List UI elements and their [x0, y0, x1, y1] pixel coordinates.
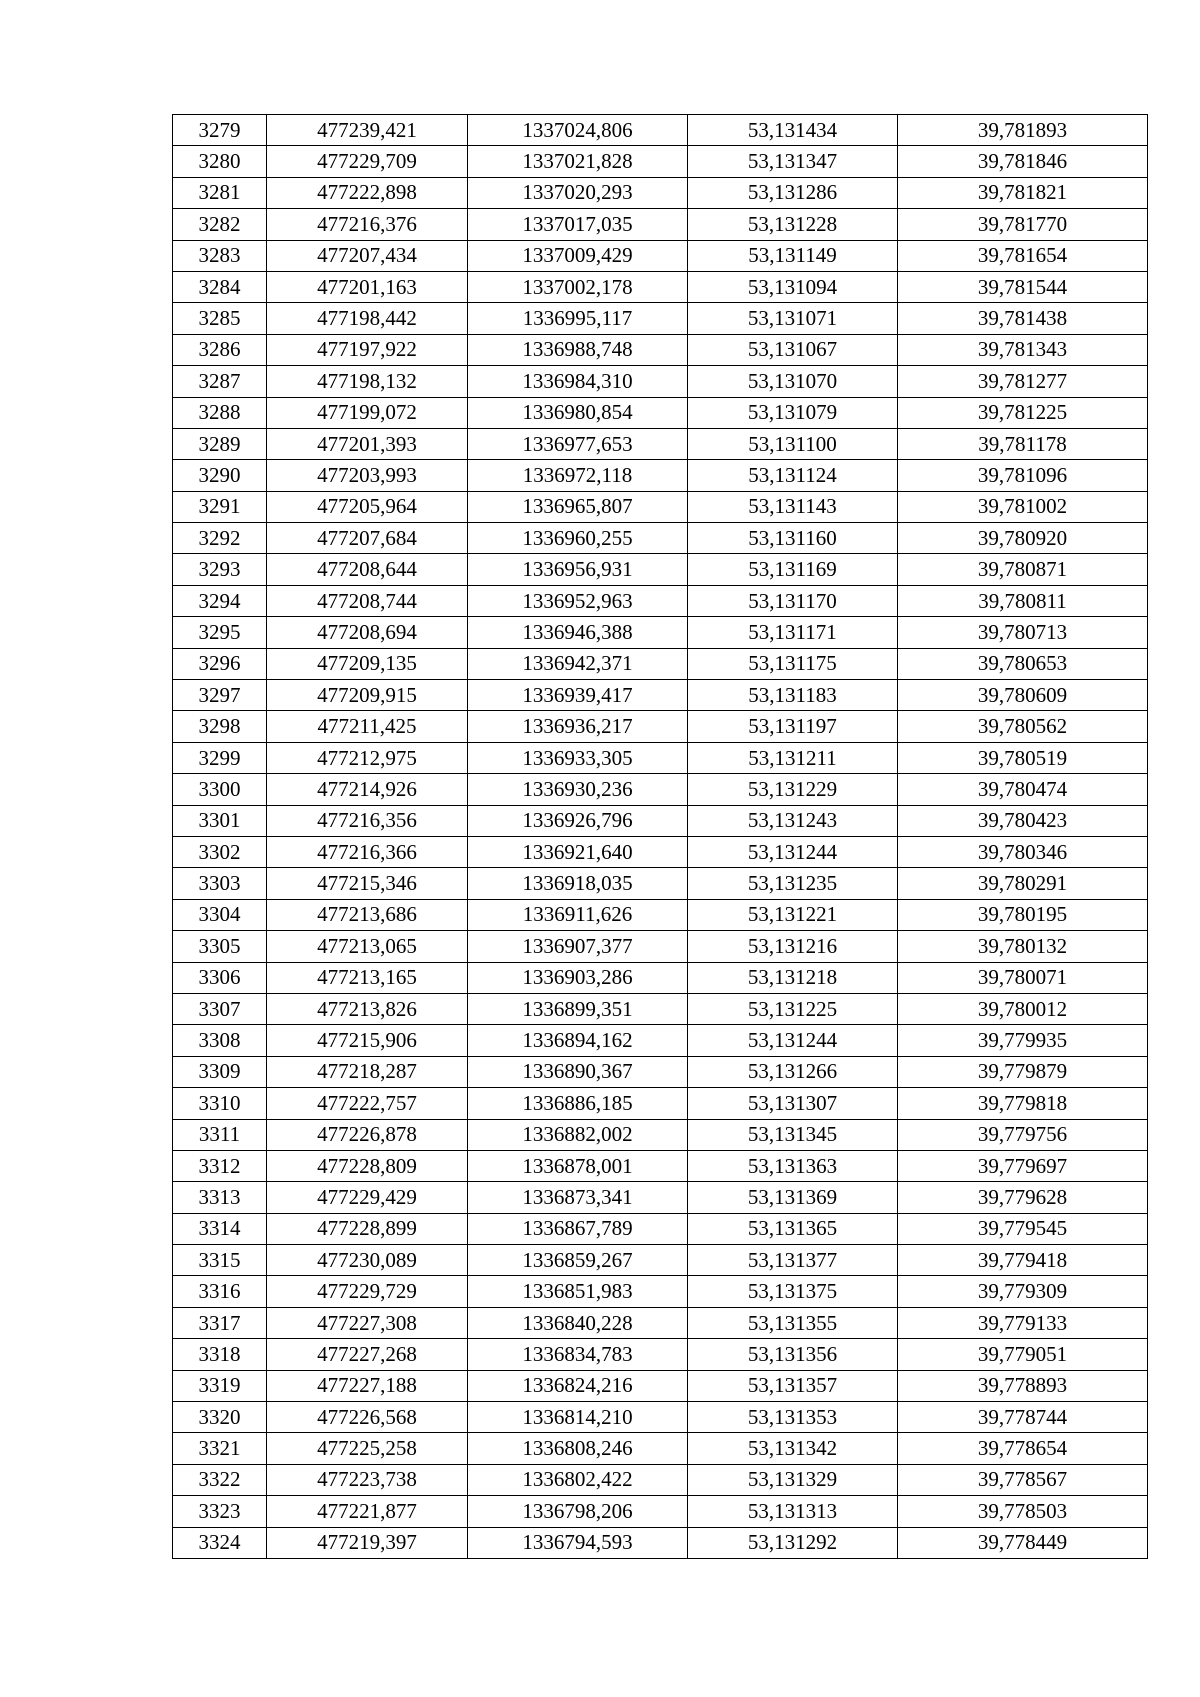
point-number-cell: 3288 — [173, 397, 267, 428]
latitude-cell: 53,131100 — [688, 428, 898, 459]
table-row — [173, 1370, 1148, 1401]
latitude-cell: 53,131353 — [688, 1402, 898, 1433]
y-coordinate-cell: 1336824,216 — [468, 1370, 688, 1401]
x-coordinate-cell: 477203,993 — [267, 460, 468, 491]
table-row — [173, 742, 1148, 773]
table-row — [173, 1433, 1148, 1464]
y-coordinate-cell: 1336802,422 — [468, 1464, 688, 1495]
latitude-cell: 53,131218 — [688, 962, 898, 993]
x-coordinate-cell: 477198,132 — [267, 366, 468, 397]
longitude-cell: 39,780132 — [898, 931, 1148, 962]
y-coordinate-cell: 1336984,310 — [468, 366, 688, 397]
latitude-cell: 53,131228 — [688, 209, 898, 240]
point-number-cell: 3303 — [173, 868, 267, 899]
table-row — [173, 962, 1148, 993]
table-row — [173, 491, 1148, 522]
longitude-cell: 39,780519 — [898, 742, 1148, 773]
longitude-cell: 39,779418 — [898, 1245, 1148, 1276]
point-number-cell: 3309 — [173, 1056, 267, 1087]
point-number-cell: 3289 — [173, 428, 267, 459]
longitude-cell: 39,781225 — [898, 397, 1148, 428]
y-coordinate-cell: 1336980,854 — [468, 397, 688, 428]
latitude-cell: 53,131169 — [688, 554, 898, 585]
table-row — [173, 271, 1148, 302]
table-row — [173, 209, 1148, 240]
x-coordinate-cell: 477197,922 — [267, 334, 468, 365]
y-coordinate-cell: 1336808,246 — [468, 1433, 688, 1464]
point-number-cell: 3295 — [173, 617, 267, 648]
latitude-cell: 53,131216 — [688, 931, 898, 962]
latitude-cell: 53,131345 — [688, 1119, 898, 1150]
point-number-cell: 3285 — [173, 303, 267, 334]
table-row — [173, 303, 1148, 334]
point-number-cell: 3301 — [173, 805, 267, 836]
y-coordinate-cell: 1336939,417 — [468, 680, 688, 711]
y-coordinate-cell: 1336899,351 — [468, 993, 688, 1024]
table-row — [173, 397, 1148, 428]
longitude-cell: 39,779756 — [898, 1119, 1148, 1150]
latitude-cell: 53,131377 — [688, 1245, 898, 1276]
x-coordinate-cell: 477207,434 — [267, 240, 468, 271]
latitude-cell: 53,131243 — [688, 805, 898, 836]
latitude-cell: 53,131292 — [688, 1527, 898, 1558]
y-coordinate-cell: 1336878,001 — [468, 1150, 688, 1181]
table-row — [173, 1276, 1148, 1307]
latitude-cell: 53,131244 — [688, 1025, 898, 1056]
longitude-cell: 39,781438 — [898, 303, 1148, 334]
x-coordinate-cell: 477229,429 — [267, 1182, 468, 1213]
point-number-cell: 3280 — [173, 146, 267, 177]
latitude-cell: 53,131307 — [688, 1088, 898, 1119]
longitude-cell: 39,780871 — [898, 554, 1148, 585]
table-row — [173, 1119, 1148, 1150]
x-coordinate-cell: 477216,376 — [267, 209, 468, 240]
table-row — [173, 523, 1148, 554]
point-number-cell: 3313 — [173, 1182, 267, 1213]
y-coordinate-cell: 1337002,178 — [468, 271, 688, 302]
point-number-cell: 3317 — [173, 1307, 267, 1338]
latitude-cell: 53,131355 — [688, 1307, 898, 1338]
latitude-cell: 53,131347 — [688, 146, 898, 177]
point-number-cell: 3315 — [173, 1245, 267, 1276]
point-number-cell: 3310 — [173, 1088, 267, 1119]
longitude-cell: 39,779697 — [898, 1150, 1148, 1181]
latitude-cell: 53,131197 — [688, 711, 898, 742]
longitude-cell: 39,778893 — [898, 1370, 1148, 1401]
longitude-cell: 39,781770 — [898, 209, 1148, 240]
latitude-cell: 53,131149 — [688, 240, 898, 271]
x-coordinate-cell: 477221,877 — [267, 1496, 468, 1527]
y-coordinate-cell: 1336921,640 — [468, 836, 688, 867]
x-coordinate-cell: 477228,809 — [267, 1150, 468, 1181]
x-coordinate-cell: 477215,906 — [267, 1025, 468, 1056]
y-coordinate-cell: 1336834,783 — [468, 1339, 688, 1370]
y-coordinate-cell: 1336859,267 — [468, 1245, 688, 1276]
longitude-cell: 39,779545 — [898, 1213, 1148, 1244]
coordinates-table-body — [173, 115, 1148, 1559]
longitude-cell: 39,780713 — [898, 617, 1148, 648]
table-row — [173, 554, 1148, 585]
point-number-cell: 3287 — [173, 366, 267, 397]
x-coordinate-cell: 477230,089 — [267, 1245, 468, 1276]
table-row — [173, 1245, 1148, 1276]
point-number-cell: 3322 — [173, 1464, 267, 1495]
point-number-cell: 3302 — [173, 836, 267, 867]
latitude-cell: 53,131211 — [688, 742, 898, 773]
longitude-cell: 39,780920 — [898, 523, 1148, 554]
table-row — [173, 1464, 1148, 1495]
point-number-cell: 3294 — [173, 585, 267, 616]
point-number-cell: 3321 — [173, 1433, 267, 1464]
table-row — [173, 836, 1148, 867]
latitude-cell: 53,131183 — [688, 680, 898, 711]
x-coordinate-cell: 477222,757 — [267, 1088, 468, 1119]
y-coordinate-cell: 1336926,796 — [468, 805, 688, 836]
table-row — [173, 680, 1148, 711]
point-number-cell: 3312 — [173, 1150, 267, 1181]
x-coordinate-cell: 477215,346 — [267, 868, 468, 899]
longitude-cell: 39,779628 — [898, 1182, 1148, 1213]
x-coordinate-cell: 477198,442 — [267, 303, 468, 334]
y-coordinate-cell: 1336936,217 — [468, 711, 688, 742]
x-coordinate-cell: 477219,397 — [267, 1527, 468, 1558]
y-coordinate-cell: 1336886,185 — [468, 1088, 688, 1119]
longitude-cell: 39,780423 — [898, 805, 1148, 836]
latitude-cell: 53,131225 — [688, 993, 898, 1024]
longitude-cell: 39,779935 — [898, 1025, 1148, 1056]
y-coordinate-cell: 1336882,002 — [468, 1119, 688, 1150]
latitude-cell: 53,131357 — [688, 1370, 898, 1401]
x-coordinate-cell: 477199,072 — [267, 397, 468, 428]
longitude-cell: 39,781544 — [898, 271, 1148, 302]
longitude-cell: 39,779879 — [898, 1056, 1148, 1087]
latitude-cell: 53,131170 — [688, 585, 898, 616]
longitude-cell: 39,780195 — [898, 899, 1148, 930]
latitude-cell: 53,131266 — [688, 1056, 898, 1087]
y-coordinate-cell: 1336911,626 — [468, 899, 688, 930]
table-row — [173, 711, 1148, 742]
table-row — [173, 240, 1148, 271]
latitude-cell: 53,131363 — [688, 1150, 898, 1181]
longitude-cell: 39,780291 — [898, 868, 1148, 899]
y-coordinate-cell: 1337021,828 — [468, 146, 688, 177]
table-row — [173, 585, 1148, 616]
x-coordinate-cell: 477226,878 — [267, 1119, 468, 1150]
x-coordinate-cell: 477227,188 — [267, 1370, 468, 1401]
longitude-cell: 39,781846 — [898, 146, 1148, 177]
longitude-cell: 39,781096 — [898, 460, 1148, 491]
table-row — [173, 428, 1148, 459]
table-row — [173, 774, 1148, 805]
x-coordinate-cell: 477213,065 — [267, 931, 468, 962]
point-number-cell: 3290 — [173, 460, 267, 491]
x-coordinate-cell: 477213,826 — [267, 993, 468, 1024]
y-coordinate-cell: 1336907,377 — [468, 931, 688, 962]
longitude-cell: 39,779309 — [898, 1276, 1148, 1307]
latitude-cell: 53,131221 — [688, 899, 898, 930]
table-row — [173, 648, 1148, 679]
x-coordinate-cell: 477209,915 — [267, 680, 468, 711]
table-row — [173, 993, 1148, 1024]
table-row — [173, 1088, 1148, 1119]
point-number-cell: 3314 — [173, 1213, 267, 1244]
point-number-cell: 3318 — [173, 1339, 267, 1370]
point-number-cell: 3316 — [173, 1276, 267, 1307]
x-coordinate-cell: 477239,421 — [267, 115, 468, 146]
table-row — [173, 460, 1148, 491]
y-coordinate-cell: 1336867,789 — [468, 1213, 688, 1244]
latitude-cell: 53,131070 — [688, 366, 898, 397]
longitude-cell: 39,781178 — [898, 428, 1148, 459]
point-number-cell: 3282 — [173, 209, 267, 240]
point-number-cell: 3299 — [173, 742, 267, 773]
table-row — [173, 617, 1148, 648]
longitude-cell: 39,780653 — [898, 648, 1148, 679]
y-coordinate-cell: 1336946,388 — [468, 617, 688, 648]
y-coordinate-cell: 1336918,035 — [468, 868, 688, 899]
x-coordinate-cell: 477201,163 — [267, 271, 468, 302]
y-coordinate-cell: 1337009,429 — [468, 240, 688, 271]
table-row — [173, 1527, 1148, 1558]
x-coordinate-cell: 477228,899 — [267, 1213, 468, 1244]
x-coordinate-cell: 477211,425 — [267, 711, 468, 742]
longitude-cell: 39,781343 — [898, 334, 1148, 365]
latitude-cell: 53,131369 — [688, 1182, 898, 1213]
table-row — [173, 805, 1148, 836]
table-row — [173, 899, 1148, 930]
point-number-cell: 3304 — [173, 899, 267, 930]
x-coordinate-cell: 477227,268 — [267, 1339, 468, 1370]
x-coordinate-cell: 477222,898 — [267, 177, 468, 208]
point-number-cell: 3308 — [173, 1025, 267, 1056]
point-number-cell: 3323 — [173, 1496, 267, 1527]
latitude-cell: 53,131329 — [688, 1464, 898, 1495]
longitude-cell: 39,780346 — [898, 836, 1148, 867]
longitude-cell: 39,780474 — [898, 774, 1148, 805]
latitude-cell: 53,131235 — [688, 868, 898, 899]
latitude-cell: 53,131124 — [688, 460, 898, 491]
y-coordinate-cell: 1337024,806 — [468, 115, 688, 146]
table-row — [173, 1402, 1148, 1433]
y-coordinate-cell: 1336894,162 — [468, 1025, 688, 1056]
y-coordinate-cell: 1336794,593 — [468, 1527, 688, 1558]
table-row — [173, 146, 1148, 177]
latitude-cell: 53,131071 — [688, 303, 898, 334]
point-number-cell: 3283 — [173, 240, 267, 271]
latitude-cell: 53,131375 — [688, 1276, 898, 1307]
latitude-cell: 53,131143 — [688, 491, 898, 522]
table-row — [173, 1213, 1148, 1244]
y-coordinate-cell: 1336840,228 — [468, 1307, 688, 1338]
point-number-cell: 3298 — [173, 711, 267, 742]
x-coordinate-cell: 477226,568 — [267, 1402, 468, 1433]
x-coordinate-cell: 477209,135 — [267, 648, 468, 679]
longitude-cell: 39,778567 — [898, 1464, 1148, 1495]
longitude-cell: 39,778744 — [898, 1402, 1148, 1433]
y-coordinate-cell: 1336814,210 — [468, 1402, 688, 1433]
table-row — [173, 366, 1148, 397]
x-coordinate-cell: 477225,258 — [267, 1433, 468, 1464]
x-coordinate-cell: 477201,393 — [267, 428, 468, 459]
y-coordinate-cell: 1336890,367 — [468, 1056, 688, 1087]
x-coordinate-cell: 477205,964 — [267, 491, 468, 522]
point-number-cell: 3284 — [173, 271, 267, 302]
latitude-cell: 53,131229 — [688, 774, 898, 805]
y-coordinate-cell: 1336995,117 — [468, 303, 688, 334]
point-number-cell: 3286 — [173, 334, 267, 365]
y-coordinate-cell: 1337017,035 — [468, 209, 688, 240]
point-number-cell: 3296 — [173, 648, 267, 679]
x-coordinate-cell: 477207,684 — [267, 523, 468, 554]
longitude-cell: 39,781893 — [898, 115, 1148, 146]
table-row — [173, 1056, 1148, 1087]
x-coordinate-cell: 477212,975 — [267, 742, 468, 773]
y-coordinate-cell: 1336851,983 — [468, 1276, 688, 1307]
table-row — [173, 115, 1148, 146]
y-coordinate-cell: 1336930,236 — [468, 774, 688, 805]
y-coordinate-cell: 1336942,371 — [468, 648, 688, 679]
y-coordinate-cell: 1336903,286 — [468, 962, 688, 993]
latitude-cell: 53,131313 — [688, 1496, 898, 1527]
y-coordinate-cell: 1337020,293 — [468, 177, 688, 208]
latitude-cell: 53,131175 — [688, 648, 898, 679]
x-coordinate-cell: 477229,709 — [267, 146, 468, 177]
latitude-cell: 53,131286 — [688, 177, 898, 208]
y-coordinate-cell: 1336952,963 — [468, 585, 688, 616]
x-coordinate-cell: 477216,356 — [267, 805, 468, 836]
point-number-cell: 3311 — [173, 1119, 267, 1150]
x-coordinate-cell: 477213,686 — [267, 899, 468, 930]
point-number-cell: 3307 — [173, 993, 267, 1024]
longitude-cell: 39,778449 — [898, 1527, 1148, 1558]
latitude-cell: 53,131171 — [688, 617, 898, 648]
point-number-cell: 3300 — [173, 774, 267, 805]
longitude-cell: 39,781821 — [898, 177, 1148, 208]
latitude-cell: 53,131067 — [688, 334, 898, 365]
longitude-cell: 39,780071 — [898, 962, 1148, 993]
longitude-cell: 39,780609 — [898, 680, 1148, 711]
y-coordinate-cell: 1336972,118 — [468, 460, 688, 491]
y-coordinate-cell: 1336933,305 — [468, 742, 688, 773]
x-coordinate-cell: 477208,744 — [267, 585, 468, 616]
point-number-cell: 3297 — [173, 680, 267, 711]
table-row — [173, 334, 1148, 365]
y-coordinate-cell: 1336988,748 — [468, 334, 688, 365]
point-number-cell: 3292 — [173, 523, 267, 554]
table-row — [173, 1496, 1148, 1527]
latitude-cell: 53,131094 — [688, 271, 898, 302]
latitude-cell: 53,131342 — [688, 1433, 898, 1464]
y-coordinate-cell: 1336798,206 — [468, 1496, 688, 1527]
latitude-cell: 53,131244 — [688, 836, 898, 867]
y-coordinate-cell: 1336977,653 — [468, 428, 688, 459]
table-row — [173, 1025, 1148, 1056]
y-coordinate-cell: 1336965,807 — [468, 491, 688, 522]
longitude-cell: 39,778503 — [898, 1496, 1148, 1527]
x-coordinate-cell: 477218,287 — [267, 1056, 468, 1087]
longitude-cell: 39,781654 — [898, 240, 1148, 271]
table-row — [173, 931, 1148, 962]
longitude-cell: 39,781002 — [898, 491, 1148, 522]
x-coordinate-cell: 477214,926 — [267, 774, 468, 805]
x-coordinate-cell: 477208,694 — [267, 617, 468, 648]
longitude-cell: 39,779051 — [898, 1339, 1148, 1370]
latitude-cell: 53,131356 — [688, 1339, 898, 1370]
table-row — [173, 1150, 1148, 1181]
table-row — [173, 1307, 1148, 1338]
y-coordinate-cell: 1336960,255 — [468, 523, 688, 554]
x-coordinate-cell: 477223,738 — [267, 1464, 468, 1495]
latitude-cell: 53,131434 — [688, 115, 898, 146]
longitude-cell: 39,780012 — [898, 993, 1148, 1024]
coordinates-table — [172, 114, 1148, 1559]
x-coordinate-cell: 477216,366 — [267, 836, 468, 867]
y-coordinate-cell: 1336873,341 — [468, 1182, 688, 1213]
x-coordinate-cell: 477208,644 — [267, 554, 468, 585]
longitude-cell: 39,781277 — [898, 366, 1148, 397]
longitude-cell: 39,779818 — [898, 1088, 1148, 1119]
table-row — [173, 1182, 1148, 1213]
table-row — [173, 868, 1148, 899]
x-coordinate-cell: 477227,308 — [267, 1307, 468, 1338]
point-number-cell: 3305 — [173, 931, 267, 962]
point-number-cell: 3293 — [173, 554, 267, 585]
table-row — [173, 1339, 1148, 1370]
table-row — [173, 177, 1148, 208]
longitude-cell: 39,779133 — [898, 1307, 1148, 1338]
x-coordinate-cell: 477213,165 — [267, 962, 468, 993]
point-number-cell: 3320 — [173, 1402, 267, 1433]
point-number-cell: 3279 — [173, 115, 267, 146]
point-number-cell: 3291 — [173, 491, 267, 522]
point-number-cell: 3306 — [173, 962, 267, 993]
longitude-cell: 39,780562 — [898, 711, 1148, 742]
y-coordinate-cell: 1336956,931 — [468, 554, 688, 585]
point-number-cell: 3281 — [173, 177, 267, 208]
latitude-cell: 53,131160 — [688, 523, 898, 554]
latitude-cell: 53,131365 — [688, 1213, 898, 1244]
x-coordinate-cell: 477229,729 — [267, 1276, 468, 1307]
latitude-cell: 53,131079 — [688, 397, 898, 428]
point-number-cell: 3319 — [173, 1370, 267, 1401]
longitude-cell: 39,778654 — [898, 1433, 1148, 1464]
point-number-cell: 3324 — [173, 1527, 267, 1558]
longitude-cell: 39,780811 — [898, 585, 1148, 616]
